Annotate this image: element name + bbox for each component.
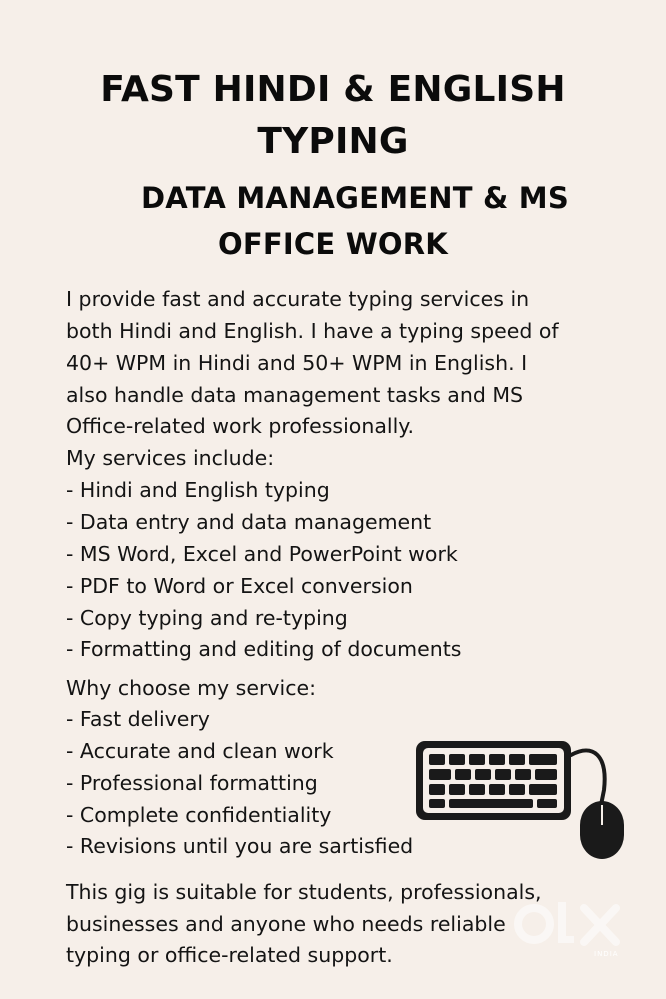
subtitle-line-2: OFFICE WORK xyxy=(218,227,448,261)
list-item: - Professional formatting xyxy=(66,771,318,795)
page-title-line-2: TYPING xyxy=(257,121,409,162)
why-heading: Why choose my service: xyxy=(66,676,317,700)
intro-line: 40+ WPM in Hindi and 50+ WPM in English. I xyxy=(66,351,528,375)
list-item: - Copy typing and re-typing xyxy=(66,606,348,630)
list-item: - Formatting and editing of documents xyxy=(66,637,462,661)
subtitle: DATA MANAGEMENT & MS xyxy=(141,181,569,215)
list-item: - MS Word, Excel and PowerPoint work xyxy=(66,542,458,566)
list-item: - Hindi and English typing xyxy=(66,478,330,502)
intro-line: Office-related work professionally. xyxy=(66,414,415,438)
list-item: - Complete confidentiality xyxy=(66,803,332,827)
closing-line: This gig is suitable for students, professionals, xyxy=(66,880,542,904)
list-item: - Accurate and clean work xyxy=(66,739,334,763)
intro-line: I provide fast and accurate typing services in xyxy=(66,287,530,311)
intro-line: also handle data management tasks and MS xyxy=(66,383,524,407)
page-title: FAST HINDI & ENGLISH xyxy=(100,69,566,110)
watermark-country: INDIA xyxy=(594,950,619,958)
closing-line: typing or office-related support. xyxy=(66,943,393,967)
keyboard-icon xyxy=(408,735,640,865)
list-item: - Revisions until you are sartisfied xyxy=(66,834,414,858)
mouse-icon xyxy=(580,801,624,859)
list-item: - PDF to Word or Excel conversion xyxy=(66,574,413,598)
services-heading: My services include: xyxy=(66,446,275,470)
list-item: - Fast delivery xyxy=(66,707,210,731)
intro-line: both Hindi and English. I have a typing speed of xyxy=(66,319,559,343)
list-item: - Data entry and data management xyxy=(66,510,432,534)
closing-line: businesses and anyone who needs reliable xyxy=(66,912,506,936)
